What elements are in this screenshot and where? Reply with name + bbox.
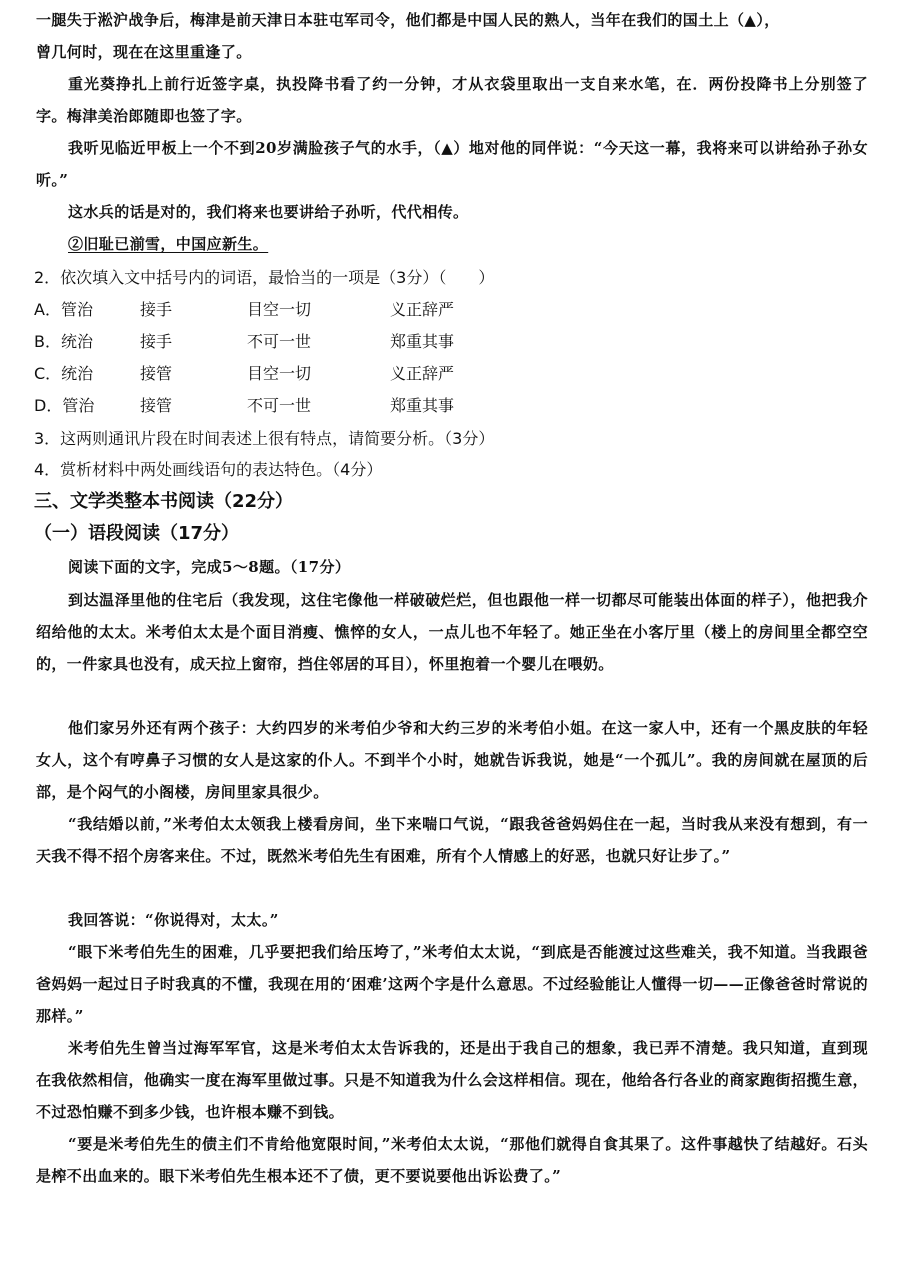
underlined-sentence: ②旧耻已湔雪，中国应新生。 [68,235,269,253]
option-b-word1: B．统治 [34,332,93,351]
passage-b-para1: 到达温泽里他的住宅后（我发现，这住宅像他一样破破烂烂，但也跟他一样一切都尽可能装出体面的样子），他把我介绍给他的太太。米考伯太太是个面目消瘦、憔悴的女人，一点儿也不年轻了。她正坐在小客厅里（楼上的房间里全都空空的，一件家具也没有，成天拉上窗帘，挡住邻居的耳目），怀里抱着一个婴儿在喂奶。 [36,591,868,673]
passage-b-para7: “要是米考伯先生的债主们不肯给他宽限时间，”米考伯太太说，“那他们就得自食其果了。这件事越快了结越好。石头是榨不出血来的。眼下米考伯先生根本还不了债，更不要说要他出诉讼费了。” [36,1135,868,1185]
option-a-word4: 义正辞严 [390,300,455,319]
option-b-word3: 不可一世 [247,332,312,351]
option-c-word4: 义正辞严 [390,364,455,383]
section-title: 三、文学类整本书阅读（22分） [34,491,294,512]
question-3: 3．这两则通讯片段在时间表述上很有特点，请简要分析。（3分） [34,429,495,448]
option-a-word1: A．管治 [34,300,93,319]
passage-a-para3: 我听见临近甲板上一个不到20岁满脸孩子气的水手，（▲）地对他的同伴说：“今天这一幕，我将来可以讲给孙子孙女听。” [36,139,868,189]
option-d-word3: 不可一世 [247,396,312,415]
question-4: 4．赏析材料中两处画线语句的表达特色。（4分） [34,460,383,479]
question-2-stem: 2．依次填入文中括号内的词语，最恰当的一项是（3分）（ ） [34,268,495,287]
option-b-word2: 接手 [140,332,173,351]
option-c-word1: C．统治 [34,364,94,383]
option-a-word3: 目空一切 [247,300,312,319]
passage-b-para4: 我回答说：“你说得对，太太。” [68,911,279,929]
option-d-word4: 郑重其事 [390,396,455,415]
passage-a-para2: 重光葵挣扎上前行近签字桌，执投降书看了约一分钟，才从衣袋里取出一支自来水笔，在．两份投降书上分别签了字。梅津美治郎随即也签了字。 [36,75,868,125]
option-c-word2: 接管 [140,364,173,383]
option-b-word4: 郑重其事 [390,332,455,351]
passage-a-para5 [36,228,868,260]
option-a-word2: 接手 [140,300,173,319]
passage-b-para6: 米考伯先生曾当过海军军官，这是米考伯太太告诉我的，还是出于我自己的想象，我已弄不清楚。我只知道，直到现在我依然相信，他确实一度在海军里做过事。只是不知道我为什么会这样相信。现在，他给各行各业的商家跑街招揽生意，不过恐怕赚不到多少钱，也许根本赚不到钱。 [36,1039,868,1121]
reading-instruction: 阅读下面的文字，完成5～8题。（17分） [68,558,351,576]
passage-a-para4: 这水兵的话是对的，我们将来也要讲给子孙听，代代相传。 [68,203,469,221]
passage-b-para2: 他们家另外还有两个孩子：大约四岁的米考伯少爷和大约三岁的米考伯小姐。在这一家人中，还有一个黑皮肤的年轻女人，这个有哼鼻子习惯的女人是这家的仆人。不到半个小时，她就告诉我说，她是“一个孤儿”。我的房间就在屋顶的后部，是个闷气的小阁楼，房间里家具很少。 [36,719,868,801]
passage-b-para5: “眼下米考伯先生的困难，几乎要把我们给压垮了，”米考伯太太说，“到底是否能渡过这些难关，我不知道。当我跟爸爸妈妈一起过日子时我真的不懂，我现在用的‘困难’这两个字是什么意思。不过经验能让人懂得一切——正像爸爸时常说的那样。” [36,943,868,1025]
option-c-word3: 目空一切 [247,364,312,383]
passage-b-para3: “我结婚以前，”米考伯太太领我上楼看房间，坐下来喘口气说，“跟我爸爸妈妈住在一起，当时我从来没有想到，有一天我不得不招个房客来住。不过，既然米考伯先生有困难，所有个人情感上的好恶，也就只好让步了。” [36,815,868,865]
passage-a-line1: 一腿失于淞沪战争后，梅津是前天津日本驻屯军司令，他们都是中国人民的熟人，当年在我们的国土上（▲）， [36,11,780,29]
passage-a-line2: 曾几何时，现在在这里重逢了。 [36,43,252,61]
option-d-word2: 接管 [140,396,173,415]
section-subtitle: （一）语段阅读（17分） [34,523,240,544]
option-d-word1: D．管治 [34,396,95,415]
